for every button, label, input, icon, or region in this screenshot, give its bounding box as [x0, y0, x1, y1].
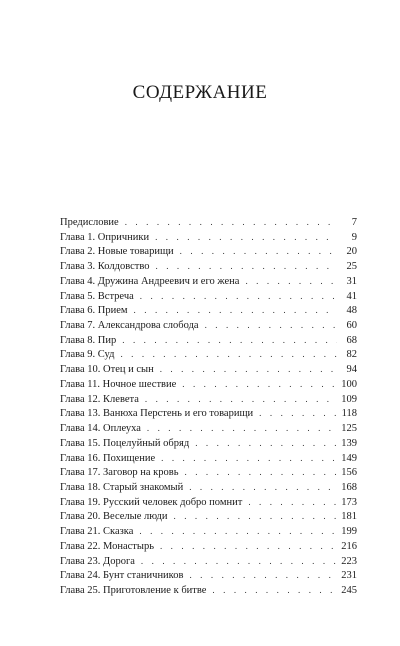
page-title: СОДЕРЖАНИЕ — [132, 82, 268, 103]
toc-entry — [60, 377, 357, 392]
toc-entry-title: Глава 4. Дружина Андреевич и его жена — [60, 275, 240, 287]
toc-entry-page-number: 68 — [346, 334, 357, 346]
dot-leader — [180, 244, 337, 259]
dot-leader — [122, 333, 337, 348]
toc-entry-title: Глава 1. Опричники — [60, 231, 150, 243]
dot-leader — [189, 568, 337, 583]
dot-leader — [189, 480, 337, 495]
toc-entry-page-number: 41 — [346, 290, 357, 302]
dot-leader — [125, 215, 337, 230]
toc-entry — [60, 259, 357, 274]
dot-leader — [160, 539, 337, 554]
dot-leader — [182, 377, 337, 392]
toc-entry — [60, 215, 357, 230]
dot-leader — [195, 436, 337, 451]
toc-entry-title: Глава 19. Русский человек добро помнит — [60, 496, 243, 508]
toc-entry-title: Глава 25. Приготовление к битве — [60, 584, 207, 596]
toc-entry-page-number: 60 — [346, 320, 357, 332]
toc-entry-page-number: 25 — [346, 261, 357, 273]
toc-entry — [60, 583, 357, 598]
toc-entry-title: Глава 16. Похищение — [60, 452, 156, 464]
toc-entry-page-number: 94 — [346, 364, 357, 376]
table-of-contents — [60, 215, 357, 598]
dot-leader — [139, 524, 337, 539]
toc-entry — [60, 274, 357, 289]
toc-entry-page-number: 118 — [341, 408, 357, 420]
toc-entry-page-number: 125 — [341, 423, 357, 435]
dot-leader — [147, 421, 337, 436]
toc-entry-page-number: 9 — [351, 231, 357, 243]
toc-entry — [60, 524, 357, 539]
toc-entry-page-number: 100 — [341, 378, 357, 390]
toc-entry — [60, 406, 357, 421]
toc-entry-title: Глава 12. Клевета — [60, 393, 139, 405]
dot-leader — [205, 318, 337, 333]
toc-entry-title: Глава 10. Отец и сын — [60, 364, 154, 376]
toc-entry-title: Глава 21. Сказка — [60, 526, 134, 538]
toc-entry — [60, 568, 357, 583]
dot-leader — [245, 274, 337, 289]
toc-entry-title: Глава 22. Монастырь — [60, 540, 154, 552]
toc-entry-page-number: 216 — [341, 540, 357, 552]
toc-entry-page-number: 7 — [351, 217, 357, 228]
dot-leader — [156, 259, 338, 274]
dot-leader — [160, 362, 337, 377]
toc-entry — [60, 289, 357, 304]
toc-entry — [60, 362, 357, 377]
toc-entry-title: Глава 2. Новые товарищи — [60, 246, 174, 258]
toc-entry-title: Глава 14. Оплеуха — [60, 423, 141, 435]
dot-leader — [248, 495, 337, 510]
toc-entry-page-number: 139 — [341, 437, 357, 449]
toc-entry-title: Глава 6. Прием — [60, 305, 128, 317]
toc-entry-page-number: 199 — [341, 526, 357, 538]
toc-entry-page-number: 168 — [341, 481, 357, 493]
toc-entry — [60, 347, 357, 362]
toc-entry-title: Глава 7. Александрова слобода — [60, 320, 199, 332]
toc-entry — [60, 421, 357, 436]
toc-entry — [60, 480, 357, 495]
toc-entry — [60, 554, 357, 569]
toc-entry — [60, 333, 357, 348]
toc-entry-page-number: 48 — [346, 305, 357, 317]
toc-entry-title: Глава 3. Колдовство — [60, 261, 150, 273]
toc-entry-page-number: 149 — [341, 452, 357, 464]
dot-leader — [185, 465, 337, 480]
dot-leader — [145, 392, 337, 407]
toc-entry-title: Глава 17. Заговор на кровь — [60, 467, 179, 479]
dot-leader — [155, 230, 337, 245]
toc-entry — [60, 539, 357, 554]
dot-leader — [141, 554, 337, 569]
toc-entry-page-number: 31 — [346, 275, 357, 287]
toc-entry-page-number: 82 — [346, 349, 357, 361]
toc-entry-title: Глава 5. Встреча — [60, 290, 134, 302]
dot-leader — [134, 303, 337, 318]
toc-entry — [60, 230, 357, 245]
dot-leader — [140, 289, 337, 304]
dot-leader — [212, 583, 337, 598]
toc-entry-title: Глава 8. Пир — [60, 334, 117, 346]
dot-leader — [120, 347, 337, 362]
toc-entry-page-number: 156 — [341, 467, 357, 479]
toc-entry-page-number: 181 — [341, 511, 357, 523]
toc-entry — [60, 436, 357, 451]
toc-entry — [60, 392, 357, 407]
toc-entry-title: Предисловие — [60, 217, 119, 228]
toc-entry — [60, 318, 357, 333]
toc-entry-page-number: 20 — [346, 246, 357, 258]
dot-leader — [259, 406, 337, 421]
toc-entry-title: Глава 23. Дорога — [60, 555, 135, 567]
dot-leader — [161, 451, 337, 466]
toc-entry-page-number: 245 — [341, 584, 357, 596]
toc-entry-title: Глава 9. Суд — [60, 349, 115, 361]
toc-entry-page-number: 109 — [341, 393, 357, 405]
dot-leader — [174, 509, 337, 524]
toc-entry-page-number: 231 — [341, 570, 357, 582]
toc-entry-page-number: 223 — [341, 555, 357, 567]
toc-entry-title: Глава 18. Старый знакомый — [60, 481, 184, 493]
toc-entry-title: Глава 15. Поцелуйный обряд — [60, 437, 190, 449]
toc-entry-title: Глава 13. Ванюха Перстень и его товарищи — [60, 408, 254, 420]
toc-entry — [60, 244, 357, 259]
toc-entry — [60, 303, 357, 318]
toc-entry-title: Глава 24. Бунт станичников — [60, 570, 184, 582]
toc-entry — [60, 495, 357, 510]
toc-entry-page-number: 173 — [341, 496, 357, 508]
toc-entry-title: Глава 11. Ночное шествие — [60, 378, 177, 390]
toc-entry-title: Глава 20. Веселые люди — [60, 511, 168, 523]
toc-entry — [60, 451, 357, 466]
toc-entry — [60, 465, 357, 480]
toc-entry — [60, 509, 357, 524]
